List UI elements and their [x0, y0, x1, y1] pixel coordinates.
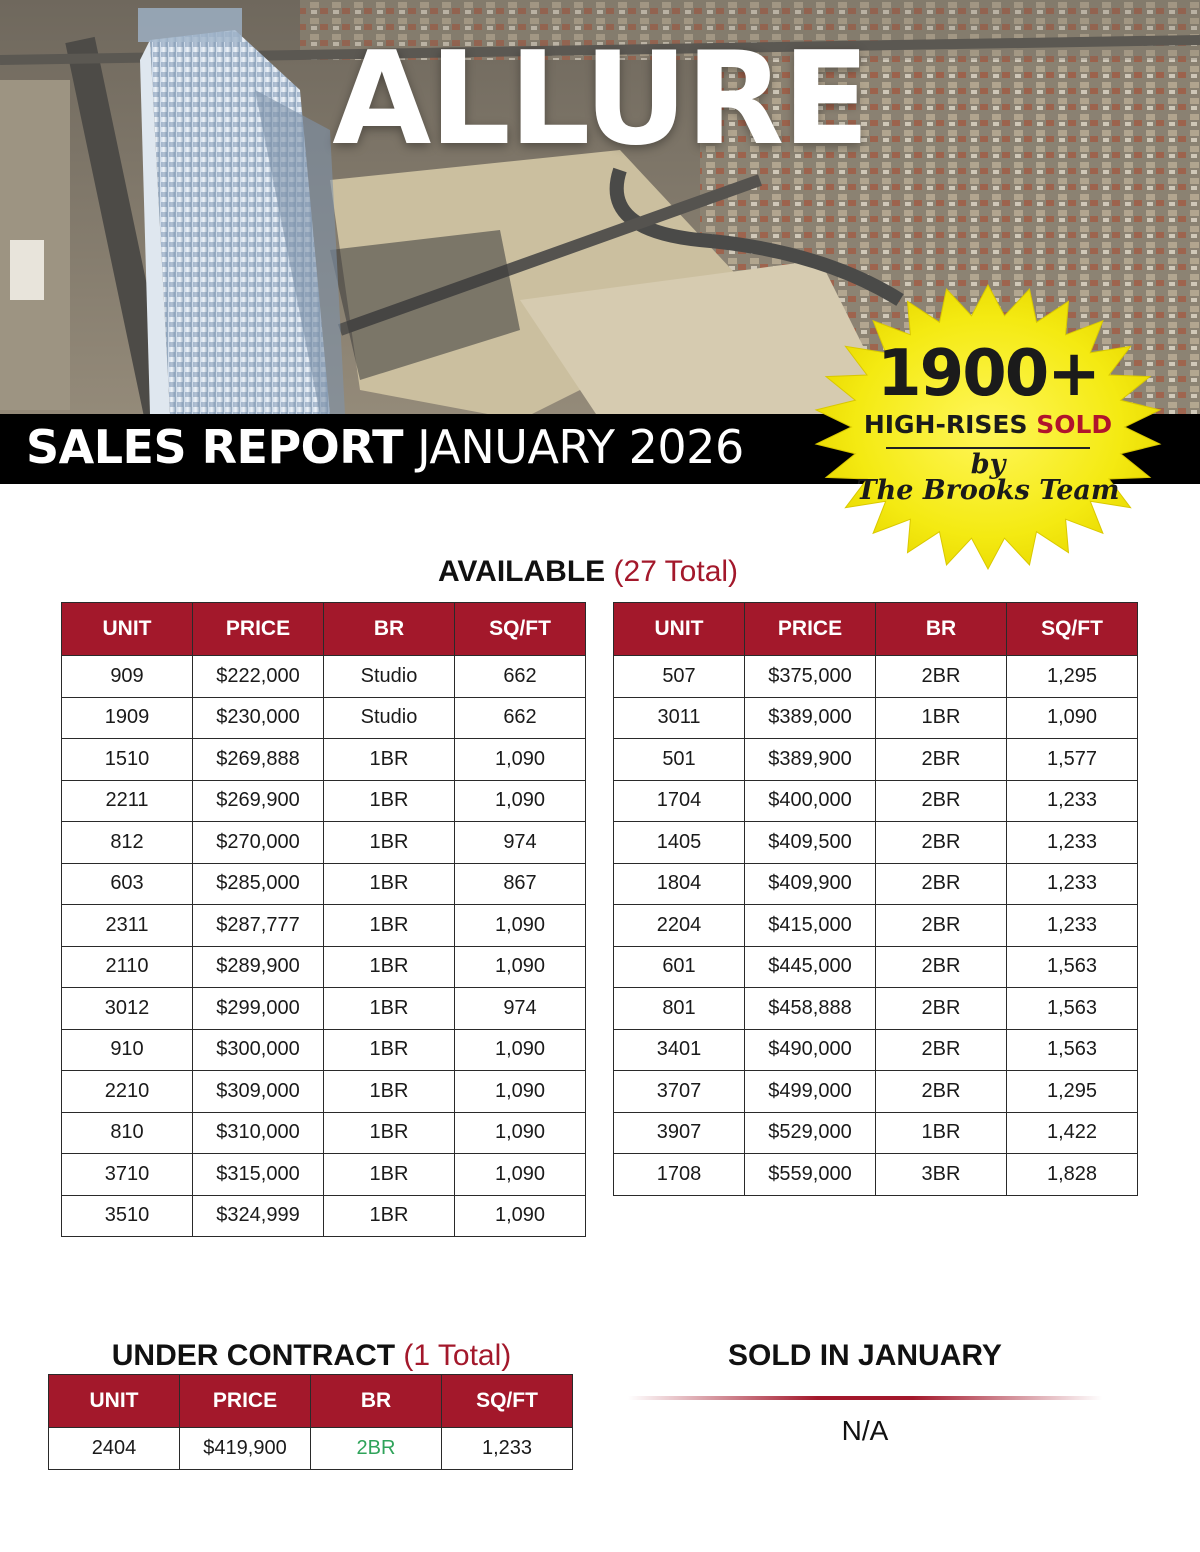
cell-unit: 2311 [62, 905, 193, 947]
table-row [62, 656, 586, 698]
table-row [62, 905, 586, 947]
cell-br: 1BR [324, 780, 455, 822]
cell-unit: 2404 [49, 1428, 180, 1470]
table-row [614, 1112, 1138, 1154]
table-header-row [62, 603, 586, 656]
cell-sqft: 1,233 [1007, 780, 1138, 822]
cell-sqft: 662 [455, 656, 586, 698]
column-header-price: PRICE [193, 603, 324, 656]
cell-price: $269,888 [193, 739, 324, 781]
cell-price: $389,000 [745, 697, 876, 739]
cell-sqft: 1,090 [455, 1154, 586, 1196]
cell-br: 2BR [876, 1071, 1007, 1113]
cell-unit: 3710 [62, 1154, 193, 1196]
cell-sqft: 974 [455, 822, 586, 864]
report-label: SALES REPORT [26, 420, 404, 474]
cell-br: 3BR [876, 1154, 1007, 1196]
cell-price: $499,000 [745, 1071, 876, 1113]
column-header-br: BR [876, 603, 1007, 656]
building-name: ALLURE [332, 25, 868, 174]
cell-price: $270,000 [193, 822, 324, 864]
available-table-left [61, 602, 586, 1237]
table-row [62, 780, 586, 822]
cell-price: $409,900 [745, 863, 876, 905]
table-row [62, 946, 586, 988]
cell-price: $400,000 [745, 780, 876, 822]
table-row [62, 1195, 586, 1237]
sold-value: N/A [841, 1415, 889, 1446]
cell-unit: 2110 [62, 946, 193, 988]
cell-sqft: 1,563 [1007, 988, 1138, 1030]
cell-sqft: 1,233 [442, 1428, 573, 1470]
cell-br: 1BR [324, 1154, 455, 1196]
sales-badge [808, 284, 1168, 570]
cell-price: $458,888 [745, 988, 876, 1030]
under-contract-table [48, 1374, 573, 1470]
table-row [614, 946, 1138, 988]
cell-unit: 1708 [614, 1154, 745, 1196]
cell-br: 1BR [324, 1029, 455, 1071]
table-row [62, 1154, 586, 1196]
badge-caption-highlight: SOLD [1036, 410, 1113, 439]
cell-sqft: 1,090 [455, 1112, 586, 1154]
cell-sqft: 1,233 [1007, 905, 1138, 947]
cell-price: $269,900 [193, 780, 324, 822]
table-row [62, 822, 586, 864]
report-period: JANUARY 2026 [417, 420, 744, 474]
cell-price: $445,000 [745, 946, 876, 988]
column-header-sqft: SQ/FT [442, 1375, 573, 1428]
cell-sqft: 1,090 [455, 946, 586, 988]
cell-unit: 3011 [614, 697, 745, 739]
cell-sqft: 1,563 [1007, 1029, 1138, 1071]
table-row [62, 988, 586, 1030]
sold-divider [628, 1396, 1102, 1400]
cell-sqft: 1,090 [455, 1029, 586, 1071]
cell-unit: 3510 [62, 1195, 193, 1237]
cell-br: Studio [324, 656, 455, 698]
cell-sqft: 1,563 [1007, 946, 1138, 988]
cell-br: 2BR [876, 656, 1007, 698]
cell-price: $419,900 [180, 1428, 311, 1470]
column-header-unit: UNIT [62, 603, 193, 656]
table-row [614, 739, 1138, 781]
column-header-br: BR [311, 1375, 442, 1428]
cell-unit: 507 [614, 656, 745, 698]
table-row [49, 1428, 573, 1470]
cell-br: 1BR [324, 1112, 455, 1154]
cell-unit: 910 [62, 1029, 193, 1071]
cell-br: 1BR [876, 697, 1007, 739]
cell-sqft: 1,233 [1007, 822, 1138, 864]
badge-team-name: The Brooks Team [856, 475, 1120, 506]
table-row [614, 656, 1138, 698]
cell-price: $490,000 [745, 1029, 876, 1071]
cell-br: Studio [324, 697, 455, 739]
table-row [614, 988, 1138, 1030]
cell-price: $230,000 [193, 697, 324, 739]
cell-unit: 2211 [62, 780, 193, 822]
table-row [614, 905, 1138, 947]
cell-unit: 2204 [614, 905, 745, 947]
cell-sqft: 867 [455, 863, 586, 905]
column-header-price: PRICE [745, 603, 876, 656]
table-row [62, 1071, 586, 1113]
cell-unit: 601 [614, 946, 745, 988]
column-header-unit: UNIT [49, 1375, 180, 1428]
cell-br: 2BR [876, 780, 1007, 822]
table-header-row [49, 1375, 573, 1428]
cell-price: $289,900 [193, 946, 324, 988]
cell-price: $222,000 [193, 656, 324, 698]
report-title [26, 420, 744, 474]
cell-price: $389,900 [745, 739, 876, 781]
cell-sqft: 1,828 [1007, 1154, 1138, 1196]
cell-br: 2BR [876, 905, 1007, 947]
cell-br: 1BR [324, 946, 455, 988]
cell-br: 1BR [876, 1112, 1007, 1154]
cell-br: 1BR [324, 822, 455, 864]
cell-br: 1BR [324, 1195, 455, 1237]
table-row [62, 863, 586, 905]
cell-unit: 1909 [62, 697, 193, 739]
cell-unit: 1510 [62, 739, 193, 781]
table-row [614, 780, 1138, 822]
cell-unit: 812 [62, 822, 193, 864]
cell-sqft: 1,295 [1007, 1071, 1138, 1113]
cell-br: 2BR [876, 1029, 1007, 1071]
cell-price: $529,000 [745, 1112, 876, 1154]
cell-sqft: 1,090 [455, 905, 586, 947]
cell-sqft: 662 [455, 697, 586, 739]
cell-price: $324,999 [193, 1195, 324, 1237]
cell-unit: 603 [62, 863, 193, 905]
cell-price: $299,000 [193, 988, 324, 1030]
cell-price: $559,000 [745, 1154, 876, 1196]
cell-br: 1BR [324, 863, 455, 905]
cell-unit: 2210 [62, 1071, 193, 1113]
cell-sqft: 1,090 [455, 780, 586, 822]
cell-price: $287,777 [193, 905, 324, 947]
badge-count: 1900+ [877, 337, 1099, 411]
badge-by: by [970, 449, 1006, 480]
column-header-unit: UNIT [614, 603, 745, 656]
cell-price: $375,000 [745, 656, 876, 698]
column-header-sqft: SQ/FT [1007, 603, 1138, 656]
table-row [614, 1071, 1138, 1113]
available-table-right [613, 602, 1138, 1196]
available-count: (27 Total) [613, 555, 739, 588]
column-header-br: BR [324, 603, 455, 656]
under-contract-title: UNDER CONTRACT [111, 1339, 396, 1372]
cell-price: $415,000 [745, 905, 876, 947]
cell-price: $300,000 [193, 1029, 324, 1071]
cell-br: 1BR [324, 1071, 455, 1113]
table-row [62, 1112, 586, 1154]
available-heading [0, 557, 1176, 587]
cell-sqft: 1,090 [1007, 697, 1138, 739]
cell-br: 2BR [876, 863, 1007, 905]
cell-br: 1BR [324, 905, 455, 947]
cell-sqft: 1,233 [1007, 863, 1138, 905]
cell-br: 2BR [876, 946, 1007, 988]
cell-sqft: 1,090 [455, 1195, 586, 1237]
cell-br: 2BR [876, 988, 1007, 1030]
table-row [62, 739, 586, 781]
table-row [614, 863, 1138, 905]
cell-sqft: 1,422 [1007, 1112, 1138, 1154]
cell-br: 2BR [876, 739, 1007, 781]
under-contract-count: (1 Total) [403, 1339, 512, 1372]
cell-unit: 909 [62, 656, 193, 698]
cell-sqft: 1,577 [1007, 739, 1138, 781]
sold-heading: SOLD IN JANUARY [728, 1339, 1002, 1372]
column-header-price: PRICE [180, 1375, 311, 1428]
cell-unit: 1405 [614, 822, 745, 864]
cell-unit: 1804 [614, 863, 745, 905]
cell-unit: 810 [62, 1112, 193, 1154]
cell-unit: 3907 [614, 1112, 745, 1154]
cell-unit: 3012 [62, 988, 193, 1030]
badge-caption [808, 412, 1168, 437]
cell-unit: 801 [614, 988, 745, 1030]
cell-sqft: 974 [455, 988, 586, 1030]
cell-unit: 1704 [614, 780, 745, 822]
cell-sqft: 1,295 [1007, 656, 1138, 698]
cell-sqft: 1,090 [455, 1071, 586, 1113]
cell-price: $409,500 [745, 822, 876, 864]
cell-price: $285,000 [193, 863, 324, 905]
column-header-sqft: SQ/FT [455, 603, 586, 656]
table-row [62, 1029, 586, 1071]
cell-br: 1BR [324, 739, 455, 781]
table-row [614, 697, 1138, 739]
cell-sqft: 1,090 [455, 739, 586, 781]
cell-unit: 3707 [614, 1071, 745, 1113]
table-row [614, 822, 1138, 864]
cell-price: $309,000 [193, 1071, 324, 1113]
cell-unit: 3401 [614, 1029, 745, 1071]
table-header-row [614, 603, 1138, 656]
under-contract-heading [48, 1341, 575, 1371]
available-title: AVAILABLE [437, 555, 606, 588]
table-row [614, 1029, 1138, 1071]
cell-price: $315,000 [193, 1154, 324, 1196]
cell-price: $310,000 [193, 1112, 324, 1154]
cell-br: 2BR [876, 822, 1007, 864]
badge-caption-prefix: HIGH-RISES [863, 410, 1028, 439]
table-row [62, 697, 586, 739]
table-row [614, 1154, 1138, 1196]
cell-br: 2BR [311, 1428, 442, 1470]
cell-br: 1BR [324, 988, 455, 1030]
cell-unit: 501 [614, 739, 745, 781]
